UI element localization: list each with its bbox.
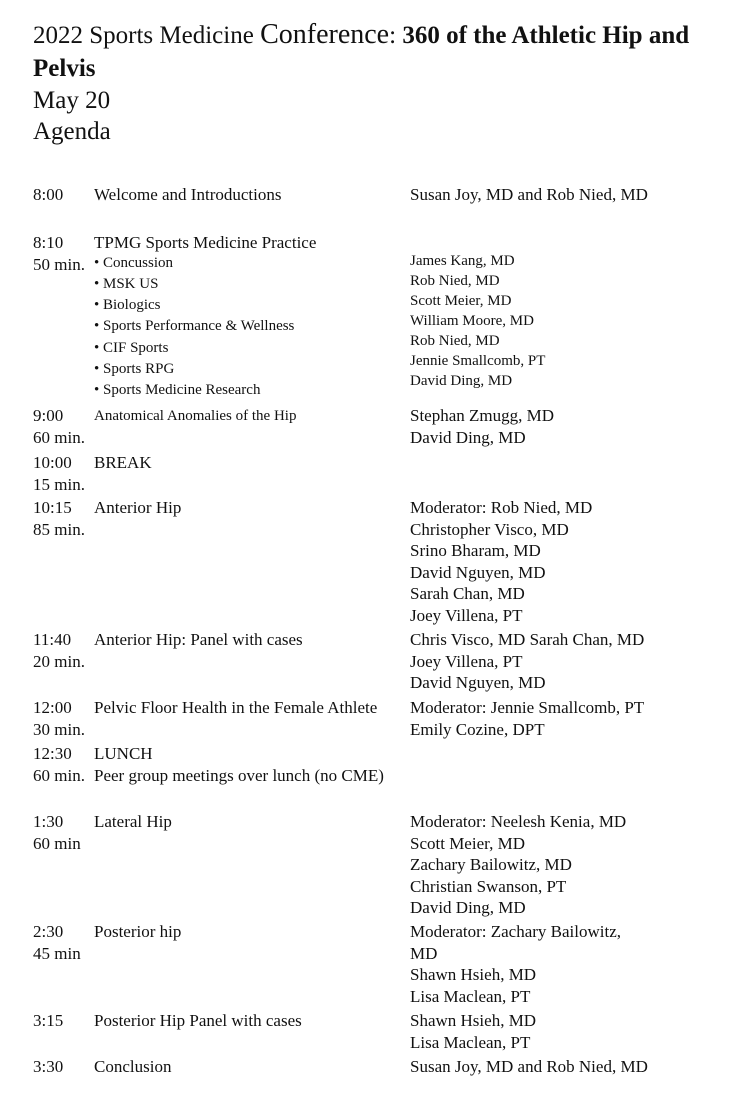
- speaker: Scott Meier, MD: [410, 833, 525, 853]
- row-topic: BREAK: [94, 453, 152, 472]
- speaker: David Nguyen, MD: [410, 673, 546, 692]
- row-topic: Anatomical Anomalies of the Hip: [94, 408, 297, 424]
- row-duration: 20 min.: [33, 651, 85, 671]
- speaker: Sarah Chan, MD: [410, 584, 525, 603]
- row-time: 11:40: [33, 630, 72, 649]
- title-part-3: :: [389, 22, 403, 49]
- row-time-block: [33, 629, 95, 672]
- row-topic: Conclusion: [94, 1057, 172, 1076]
- row-topic: Posterior hip: [94, 922, 182, 941]
- row-speakers: [410, 629, 672, 694]
- speaker: Lisa Maclean, PT: [410, 1032, 531, 1052]
- topic-list: [94, 253, 416, 401]
- list-item: • Sports Performance & Wellness: [94, 318, 295, 335]
- speaker: Emily Cozine, DPT: [410, 719, 545, 739]
- row-duration: 15 min.: [33, 474, 85, 494]
- agenda-heading: Agenda: [33, 118, 111, 145]
- row-time: 3:15: [33, 1011, 64, 1030]
- speaker: Scott Meier, MD: [410, 293, 512, 309]
- row-time-block: [33, 743, 95, 786]
- row-speakers: [410, 497, 672, 626]
- row-time-block: [33, 811, 95, 854]
- speaker: David Ding, MD: [410, 898, 526, 917]
- row-note: Peer group meetings over lunch (no CME): [94, 765, 384, 785]
- event-date: May 20: [33, 87, 111, 114]
- speaker: Shawn Hsieh, MD: [410, 1011, 537, 1030]
- list-item: • Sports Medicine Research: [94, 382, 261, 399]
- document-header: [33, 18, 723, 147]
- row-duration: 60 min.: [33, 765, 85, 785]
- row-time: 10:15: [33, 498, 72, 517]
- speaker: Rob Nied, MD: [410, 273, 500, 289]
- row-speakers: [410, 1010, 672, 1053]
- speaker: Lisa Maclean, PT: [410, 986, 531, 1006]
- row-topic-block: [94, 743, 494, 786]
- speaker: David Ding, MD: [410, 427, 526, 447]
- speaker: Srino Bharam, MD: [410, 541, 541, 560]
- row-time-block: [33, 697, 95, 740]
- row-topic: Lateral Hip: [94, 812, 172, 831]
- speaker: David Ding, MD: [410, 373, 513, 389]
- row-time-block: [33, 405, 95, 448]
- row-time: 12:00: [33, 698, 72, 717]
- row-topic: LUNCH: [94, 744, 153, 763]
- speaker: Christopher Visco, MD: [410, 519, 569, 539]
- row-duration: 30 min.: [33, 719, 85, 739]
- speaker: Moderator: Rob Nied, MD: [410, 498, 593, 517]
- row-topic: Posterior Hip Panel with cases: [94, 1011, 302, 1030]
- row-speakers: Susan Joy, MD and Rob Nied, MD: [410, 185, 648, 204]
- row-duration: 60 min.: [33, 427, 85, 447]
- row-time-block: [33, 452, 95, 495]
- title-bold: 360 of the Athletic Hip and Pelvis: [33, 22, 690, 82]
- title-part-1: 2022 Sports Medicine: [33, 22, 254, 49]
- row-time: 10:00: [33, 453, 72, 472]
- speaker: Moderator: Jennie Smallcomb, PT: [410, 698, 645, 717]
- speaker: Shawn Hsieh, MD: [410, 965, 537, 984]
- row-time: 2:30: [33, 922, 64, 941]
- row-time: 1:30: [33, 812, 64, 831]
- row-speakers: [410, 405, 672, 448]
- row-duration: 85 min.: [33, 519, 85, 539]
- speaker: David Nguyen, MD: [410, 562, 546, 582]
- row-time: 8:10: [33, 233, 64, 252]
- row-speakers: Susan Joy, MD and Rob Nied, MD: [410, 1057, 648, 1076]
- list-item: • Concussion: [94, 254, 174, 271]
- speaker: Christian Swanson, PT: [410, 876, 567, 896]
- list-item: • Biologics: [94, 297, 161, 314]
- speaker: Stephan Zmugg, MD: [410, 406, 555, 425]
- speaker: Jennie Smallcomb, PT: [410, 353, 546, 369]
- row-speakers: [410, 811, 672, 919]
- list-item: • MSK US: [94, 275, 159, 292]
- document-title: [33, 18, 723, 85]
- row-time-block: [33, 921, 95, 964]
- row-speakers: [410, 251, 672, 391]
- speaker: William Moore, MD: [410, 313, 534, 329]
- row-topic: Anterior Hip: Panel with cases: [94, 630, 303, 649]
- speaker: Moderator: Zachary Bailowitz, MD: [410, 922, 622, 963]
- row-topic: Pelvic Floor Health in the Female Athlete: [94, 698, 378, 717]
- row-topic: TPMG Sports Medicine Practice: [94, 233, 317, 252]
- row-duration: 50 min.: [33, 254, 85, 274]
- row-time-block: [33, 232, 95, 275]
- speaker: Joey Villena, PT: [410, 651, 523, 671]
- speaker: Moderator: Neelesh Kenia, MD: [410, 812, 627, 831]
- row-topic-block: [94, 232, 416, 400]
- speaker: Chris Visco, MD Sarah Chan, MD: [410, 630, 645, 649]
- row-speakers: [410, 697, 672, 740]
- speaker: Zachary Bailowitz, MD: [410, 855, 572, 874]
- row-time: 8:00: [33, 185, 64, 204]
- row-topic: Welcome and Introductions: [94, 185, 282, 204]
- list-item: • CIF Sports: [94, 339, 169, 356]
- speaker: Rob Nied, MD: [410, 333, 500, 349]
- title-part-2: Conference: [260, 19, 390, 50]
- list-item: • Sports RPG: [94, 360, 175, 377]
- row-time-block: [33, 497, 95, 540]
- row-duration: 60 min: [33, 833, 81, 853]
- row-speakers: [410, 921, 650, 1007]
- row-duration: 45 min: [33, 943, 81, 963]
- row-topic: Anterior Hip: [94, 498, 182, 517]
- row-time: 3:30: [33, 1057, 64, 1076]
- row-time: 12:30: [33, 744, 72, 763]
- speaker: James Kang, MD: [410, 253, 515, 269]
- speaker: Joey Villena, PT: [410, 605, 523, 625]
- row-time: 9:00: [33, 406, 64, 425]
